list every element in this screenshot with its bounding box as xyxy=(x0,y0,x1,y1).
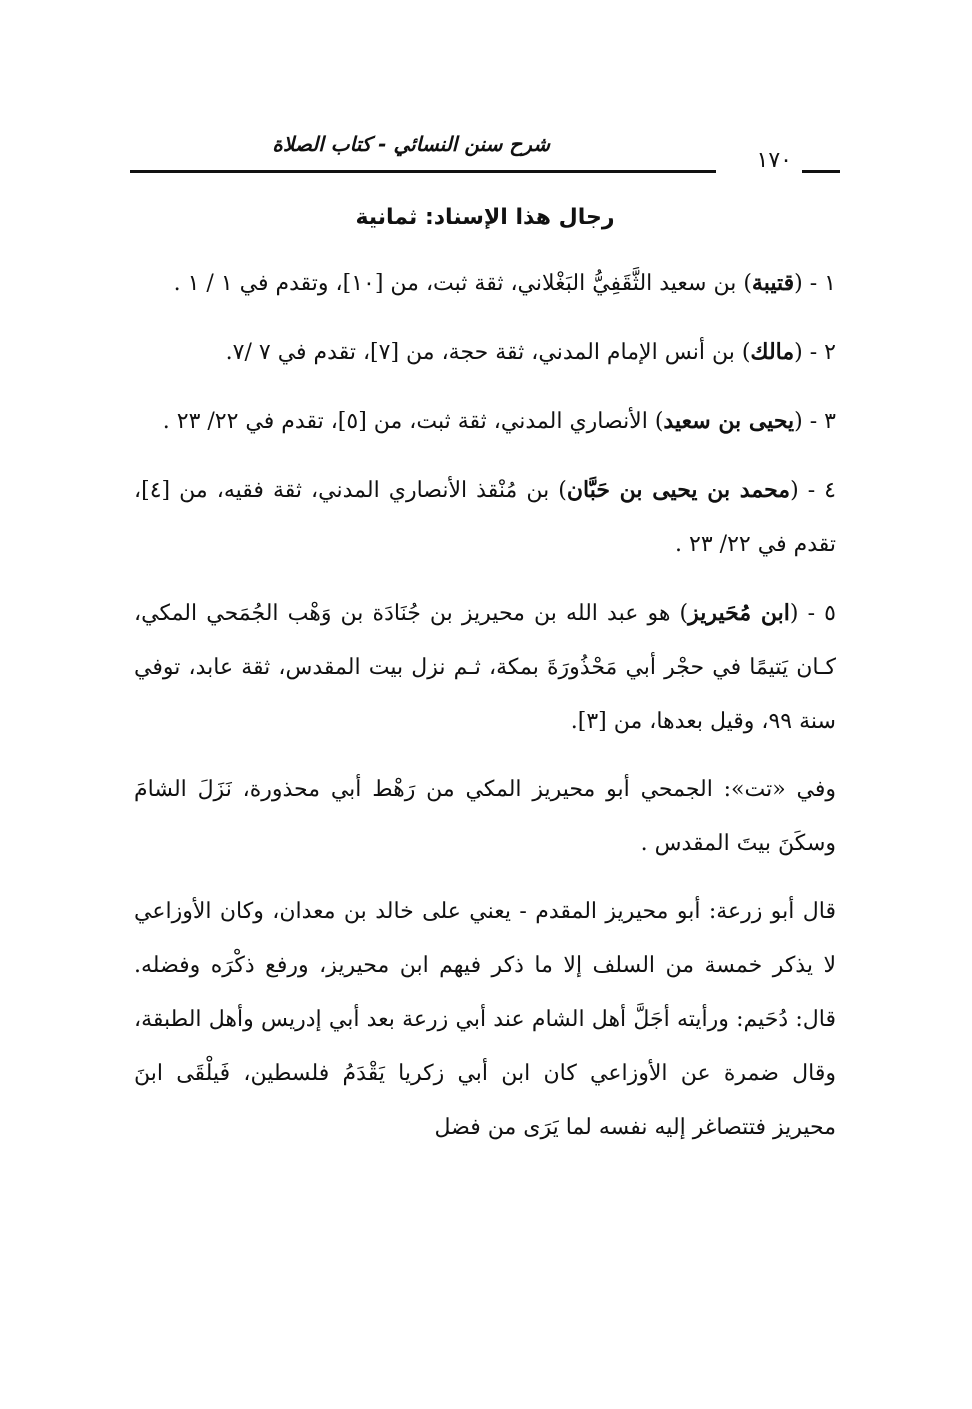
narrator-name: ابن مُحَيريز xyxy=(688,600,790,626)
entry-text: ) هو عبد الله بن محيريز بن جُنَادَة بن وَهْب الجُمَحي المكي، كـان يَتيمًا في حجْر أبي مَحْذُورَةَ بمكة، ثـم نزل بيت المقدس، ثقة عابد، توفي سنة ٩٩، وقيل بعدها، من [٣]. xyxy=(134,601,836,734)
entry-text: ) بن مُنْقذ الأنصاري المدني، ثقة فقيه، من [٤]، تقدم في ٢٢/ ٢٣ . xyxy=(134,478,836,557)
entry-prefix: ٣ - ( xyxy=(794,409,836,434)
header-rule-short xyxy=(802,170,840,173)
narrator-entry xyxy=(134,325,836,380)
narrator-entry xyxy=(134,463,836,572)
page-content xyxy=(134,196,836,1169)
entry-text: ) بن أنس الإمام المدني، ثقة حجة، من [٧]، تقدم في ٧ /٧. xyxy=(225,340,751,365)
entry-prefix: ٥ - ( xyxy=(789,601,836,626)
narrator-name: محمد بن يحيى بن حَبَّان xyxy=(566,477,791,503)
entry-prefix: ١ - ( xyxy=(794,271,836,296)
narrator-entry xyxy=(134,394,836,449)
header-rule xyxy=(130,170,716,173)
body-paragraph: قال أبو زرعة: أبو محيريز المقدم - يعني على خالد بن معدان، وكان الأوزاعي لا يذكر خمسة من السلف إلا ما ذكر فيهم ابن محيريز، ورفع ذكْرَه وفضله. قال: دُحَيم: ورأيته أجَلَّ أهل الشام عند أبي زرعة بعد أبي إدريس وأهل الطبقة، وقال ضمرة عن الأوزاعي كان ابن أبي زكريا يَقْدَمُ فلسطين، فَيلْقَى ابنَ محيريز فتتصاغر إليه نفسه لما يَرَى من فضل xyxy=(134,899,836,1140)
entry-prefix: ٤ - ( xyxy=(790,478,836,503)
page-header xyxy=(130,128,840,176)
entry-text: ) بن سعيد الثَّقَفِيُّ البَغْلاني، ثقة ثبت، من [١٠]، وتقدم في ١ / ١ . xyxy=(173,271,752,296)
narrator-name: مالك xyxy=(750,339,795,365)
entry-text: ) الأنصاري المدني، ثقة ثبت، من [٥]، تقدم في ٢٢/ ٢٣ . xyxy=(162,409,664,434)
running-title: شرح سنن النسائي - كتاب الصلاة xyxy=(272,132,550,156)
page-number: ١٧٠ xyxy=(756,148,792,173)
body-paragraph: وفي «تت»: الجمحي أبو محيريز المكي من رَهْط أبي محذورة، نَزَلَ الشامَ وسكَنَ بيتَ المقدس . xyxy=(134,777,836,856)
narrator-name: يحيى بن سعيد xyxy=(663,408,795,434)
section-heading: رجال هذا الإسناد: ثمانية xyxy=(355,205,615,230)
narrator-entry xyxy=(134,586,836,749)
narrator-name: قتيبة xyxy=(751,270,795,296)
entry-prefix: ٢ - ( xyxy=(794,340,836,365)
narrator-entry xyxy=(134,256,836,311)
